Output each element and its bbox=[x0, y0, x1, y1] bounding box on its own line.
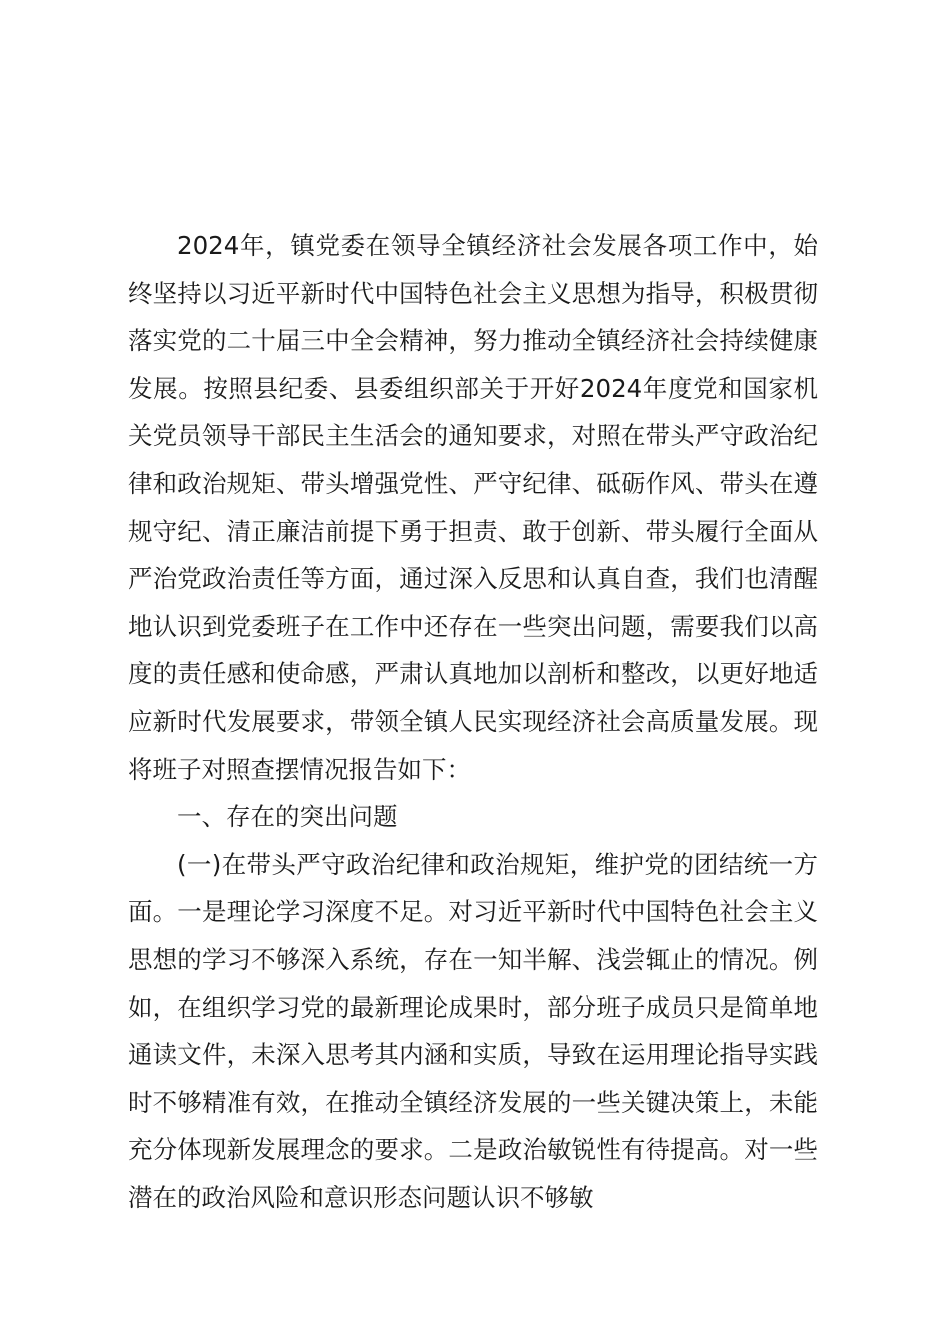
section-heading-problems: 一、存在的突出问题 bbox=[177, 802, 398, 832]
document-body bbox=[128, 222, 818, 1221]
section-1-1-paragraph: (一)在带头严守政治纪律和政治规矩，维护党的团结统一方面。一是理论学习深度不足。对习近平新时代中国特色社会主义思想的学习不够深入系统，存在一知半解、浅尝辄止的情况。例如，在组织学习党的最新理论成果时，部分班子成员只是简单地通读文件，未深入思考其内涵和实质，导致在运用理论指导实践时不够精准有效，在推动全镇经济发展的一些关键决策上，未能充分体现新发展理念的要求。二是政治敏锐性有待提高。对一些潜在的政治风险和意识形态问题认识不够敏 bbox=[128, 849, 818, 1212]
intro-paragraph: 2024年，镇党委在领导全镇经济社会发展各项工作中，始终坚持以习近平新时代中国特色社会主义思想为指导，积极贯彻落实党的二十届三中全会精神，努力推动全镇经济社会持续健康发展。按照县纪委、县委组织部关于开好2024年度党和国家机关党员领导干部民主生活会的通知要求，对照在带头严守政治纪律和政治规矩、带头增强党性、严守纪律、砥砺作风、带头在遵规守纪、清正廉洁前提下勇于担责、敢于创新、带头履行全面从严治党政治责任等方面，通过深入反思和认真自查，我们也清醒地认识到党委班子在工作中还存在一些突出问题，需要我们以高度的责任感和使命感，严肃认真地加以剖析和整改，以更好地适应新时代发展要求，带领全镇人民实现经济社会高质量发展。现将班子对照查摆情况报告如下： bbox=[128, 231, 818, 784]
